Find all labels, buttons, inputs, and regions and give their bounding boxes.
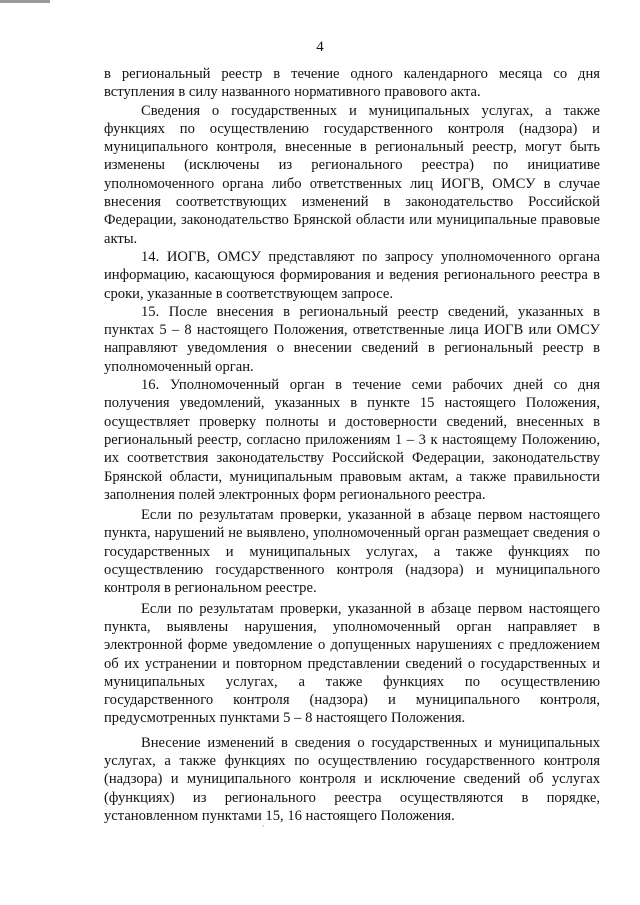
paragraph-continuation: в региональный реестр в течение одного календарного месяца со дня вступления в силу названного нормативного правового акта. <box>104 66 600 101</box>
scan-corner-mark <box>0 0 50 3</box>
paragraph-no-violations: Если по результатам проверки, указанной в абзаце первом настоящего пункта, нарушений не выявлено, уполномоченный орган размещает сведения о государственных и муниципальных услугах, а также функциях по осуществлению государственного контроля (надзора) и муниципального контроля в региональном реестре. <box>104 507 600 597</box>
paragraph-item-15: 15. После внесения в региональный реестр сведений, указанных в пунктах 5 – 8 настоящего Положения, ответственные лица ИОГВ или ОМСУ направляют уведомления о внесении сведений в региональный реестр в уполномоченный орган. <box>104 303 600 375</box>
paragraph-violations-found: Если по результатам проверки, указанной в абзаце первом настоящего пункта, выявлены нарушения, уполномоченный орган направляет в электронной форме уведомление о допущенных нарушениях с предложением об их устранении и повторном представлении сведений о государственных и муниципальных услугах, а также функциях по осуществлению государственного контроля (надзора) и муниципального контроля, предусмотренных пунктами 5 – 8 настоящего Положения. <box>104 600 600 727</box>
paragraph-item-14: 14. ИОГВ, ОМСУ представляют по запросу уполномоченного органа информацию, касающуюся формирования и ведения регионального реестра в сроки, указанные в соответствующем запросе. <box>104 248 600 302</box>
paragraph-registry-changes: Сведения о государственных и муниципальных услугах, а также функциях по осуществлению государственного контроля (надзора) и муниципального контроля, внесенные в региональный реестр, могут быть изменены (исключены из регионального реестра) по инициативе уполномоченного органа либо ответственных лиц ИОГВ, ОМСУ в случае внесения соответствующих изменений в законодательство Российской Федерации, законодательство Брянской области или муниципальные правовые акты. <box>104 102 600 247</box>
paragraph-item-16: 16. Уполномоченный орган в течение семи рабочих дней со дня получения уведомлений, указанных в пункте 15 настоящего Положения, осуществляет проверку полноты и достоверности сведений, внесенных в региональный реестр, согласно приложениям 1 – 3 к настоящему Положению, их соответствия законодательству Российской Федерации, законодательству Брянской области, муниципальным правовым актам, а также правильности заполнения полей электронных форм регионального реестра. <box>104 377 600 503</box>
document-body <box>104 65 600 825</box>
scan-speck <box>262 825 264 827</box>
paragraph-changes-procedure: Внесение изменений в сведения о государственных и муниципальных услугах, а также функциях по осуществлению государственного контроля (надзора) и муниципального контроля и исключение сведений об услугах (функциях) из регионального реестра осуществляются в порядке, установленном пунктами 15, 16 настоящего Положения. <box>104 734 600 824</box>
page-number: 4 <box>316 39 324 55</box>
